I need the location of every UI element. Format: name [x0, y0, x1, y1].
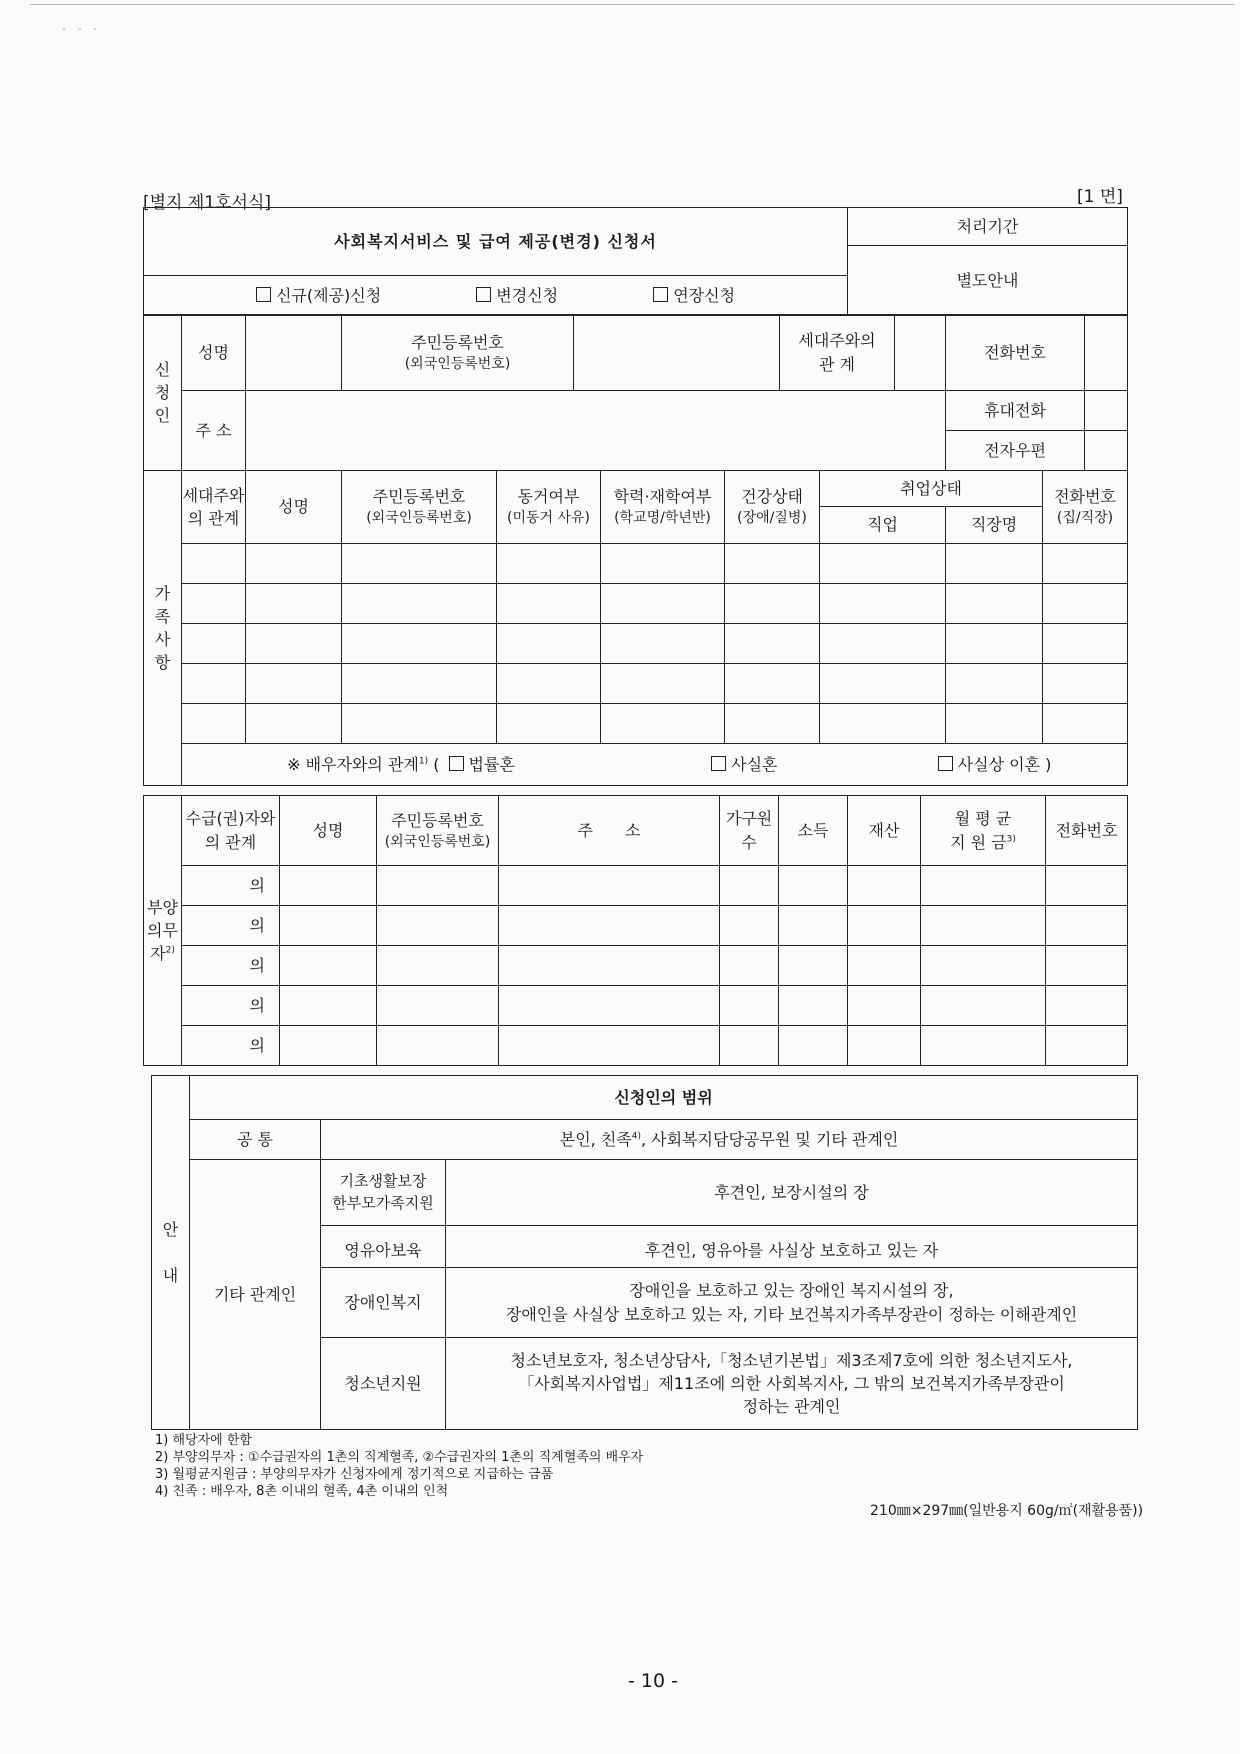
family-health-header: 건강상태 (장애/질병): [725, 471, 820, 544]
checkbox-defacto-marriage[interactable]: [711, 756, 726, 771]
family-row: [144, 544, 1128, 584]
family-table: [143, 470, 1128, 786]
footnote: 2) 부양의무자 : ①수급권자의 1촌의 직계혈족, ②수급권자의 1촌의 직계혈족의 배우자: [155, 1450, 644, 1465]
support-name-header: 성명: [280, 796, 377, 866]
spouse-relation-row: [182, 744, 1128, 786]
applicant-scope-heading: 신청인의 범위: [190, 1076, 1138, 1120]
family-row: [144, 704, 1128, 744]
support-row: 의: [144, 906, 1128, 946]
checkbox-new[interactable]: [256, 287, 271, 302]
applicant-relation-label: 세대주와의 관 계: [780, 315, 895, 391]
footnotes: [155, 1432, 643, 1500]
scan-edge: [30, 4, 1235, 5]
support-section-label: 부양 의무 자$^{2)}$: [144, 796, 182, 1066]
scan-mark: - - -: [62, 22, 101, 35]
support-row: 의: [144, 866, 1128, 906]
guide-row-text: 후견인, 영유아를 사실상 보호하고 있는 자: [446, 1234, 1138, 1268]
checkbox-defacto-divorce[interactable]: [938, 756, 953, 771]
applicant-section-label: 신 청 인: [144, 315, 182, 471]
support-row: 의: [144, 946, 1128, 986]
guide-section-label: 안 내: [152, 1076, 190, 1430]
guide-row-label: 장애인복지: [321, 1268, 446, 1338]
applicant-name-field[interactable]: [246, 315, 342, 391]
guide-table: [151, 1075, 1138, 1430]
spouse-relation-label: ※ 배우자와의 관계$^{1)}$ (: [287, 754, 440, 774]
applicant-relation-field[interactable]: [895, 315, 946, 391]
checkbox-extend[interactable]: [653, 287, 668, 302]
family-phone-header: 전화번호 (집/직장): [1043, 471, 1128, 544]
support-monthly-header: 월 평 균 지 원 금$^{3)}$: [921, 796, 1046, 866]
option-new[interactable]: 신규(제공)신청: [256, 284, 381, 307]
form-title: 사회복지서비스 및 급여 제공(변경) 신청서: [144, 208, 848, 276]
support-row: 의: [144, 986, 1128, 1026]
applicant-email-label: 전자우편: [946, 431, 1085, 471]
defacto-marriage-label: 사실혼: [731, 754, 778, 774]
family-edu-header: 학력·재학여부 (학교명/학년반): [601, 471, 725, 544]
support-rrn-header: 주민등록번호 (외국인등록번호): [377, 796, 499, 866]
option-extend[interactable]: 연장신청: [653, 284, 735, 307]
common-text: 본인, 친족$^{4)}$, 사회복지담당공무원 및 기타 관계인: [321, 1120, 1138, 1160]
processing-period-label: 처리기간: [848, 208, 1128, 246]
family-row: [144, 624, 1128, 664]
support-property-header: 재산: [848, 796, 921, 866]
applicant-rrn-label: 주민등록번호 (외국인등록번호): [342, 315, 574, 391]
paper-spec: 210㎜×297㎜(일반용지 60g/㎡(재활용품)): [870, 1503, 1144, 1519]
footnote: 3) 월평균지원금 : 부양의무자가 신청자에게 정기적으로 지급하는 금품: [155, 1467, 554, 1482]
family-cohab-header: 동거여부 (미동거 사유): [497, 471, 601, 544]
guide-row-text: 후견인, 보장시설의 장: [446, 1160, 1138, 1226]
other-relations-label: 기타 관계인: [190, 1160, 321, 1430]
family-name-header: 성명: [246, 471, 342, 544]
request-type-options: [144, 276, 848, 316]
applicant-mobile-label: 휴대전화: [946, 391, 1085, 431]
guide-row-label: 청소년지원: [321, 1338, 446, 1430]
defacto-divorce-label: 사실상 이혼 ): [957, 754, 1052, 774]
family-employment-header: 취업상태: [820, 471, 1043, 507]
family-section-label: 가 족 사 항: [144, 471, 182, 786]
support-phone-header: 전화번호: [1046, 796, 1128, 866]
legal-marriage-label: 법률혼: [468, 754, 515, 774]
applicant-phone-field[interactable]: [1085, 315, 1128, 391]
processing-period-value: 별도안내: [848, 246, 1128, 316]
guide-row-text: 청소년보호자, 청소년상담사,「청소년기본법」제3조제7호에 의한 청소년지도사, 「사회복지사업법」제11조에 의한 사회복지사, 그 밖의 보건복지가족부장관이 정하는 관계인: [446, 1338, 1138, 1430]
page-side-label: [1 면]: [1077, 187, 1123, 207]
applicant-table: [143, 314, 1128, 471]
family-row: [144, 584, 1128, 624]
support-obligor-table: [143, 795, 1128, 1066]
support-address-header: 주 소: [499, 796, 720, 866]
footnote: 1) 해당자에 한함: [155, 1433, 252, 1448]
applicant-address-field[interactable]: [246, 391, 946, 471]
title-table: [143, 207, 1128, 316]
family-workplace-header: 직장명: [946, 507, 1043, 544]
family-row: [144, 664, 1128, 704]
family-rrn-header: 주민등록번호 (외국인등록번호): [342, 471, 497, 544]
footnote: 4) 친족 : 배우자, 8촌 이내의 혈족, 4촌 이내의 인척: [155, 1484, 449, 1499]
page-number: - 10 -: [628, 1670, 678, 1692]
support-household-header: 가구원 수: [720, 796, 779, 866]
support-income-header: 소득: [779, 796, 848, 866]
applicant-phone-label: 전화번호: [946, 315, 1085, 391]
guide-row-label: 기초생활보장 한부모가족지원: [321, 1160, 446, 1226]
applicant-email-field[interactable]: [1085, 431, 1128, 471]
applicant-address-label: 주 소: [182, 391, 246, 471]
support-relation-header: 수급(권)자와 의 관계: [182, 796, 280, 866]
guide-row-label: 영유아보육: [321, 1234, 446, 1268]
family-relation-header: 세대주와 의 관계: [182, 471, 246, 544]
checkbox-legal-marriage[interactable]: [449, 756, 464, 771]
option-change[interactable]: 변경신청: [476, 284, 558, 307]
family-job-header: 직업: [820, 507, 946, 544]
guide-row-text: 장애인을 보호하고 있는 장애인 복지시설의 장, 장애인을 사실상 보호하고 있는 자, 기타 보건복지가족부장관이 정하는 이해관계인: [446, 1268, 1138, 1338]
applicant-rrn-field[interactable]: [574, 315, 780, 391]
common-label: 공 통: [190, 1120, 321, 1160]
form-number: [별지 제1호서식]: [143, 193, 272, 213]
applicant-mobile-field[interactable]: [1085, 391, 1128, 431]
applicant-name-label: 성명: [182, 315, 246, 391]
checkbox-change[interactable]: [476, 287, 491, 302]
support-row: 의: [144, 1026, 1128, 1066]
